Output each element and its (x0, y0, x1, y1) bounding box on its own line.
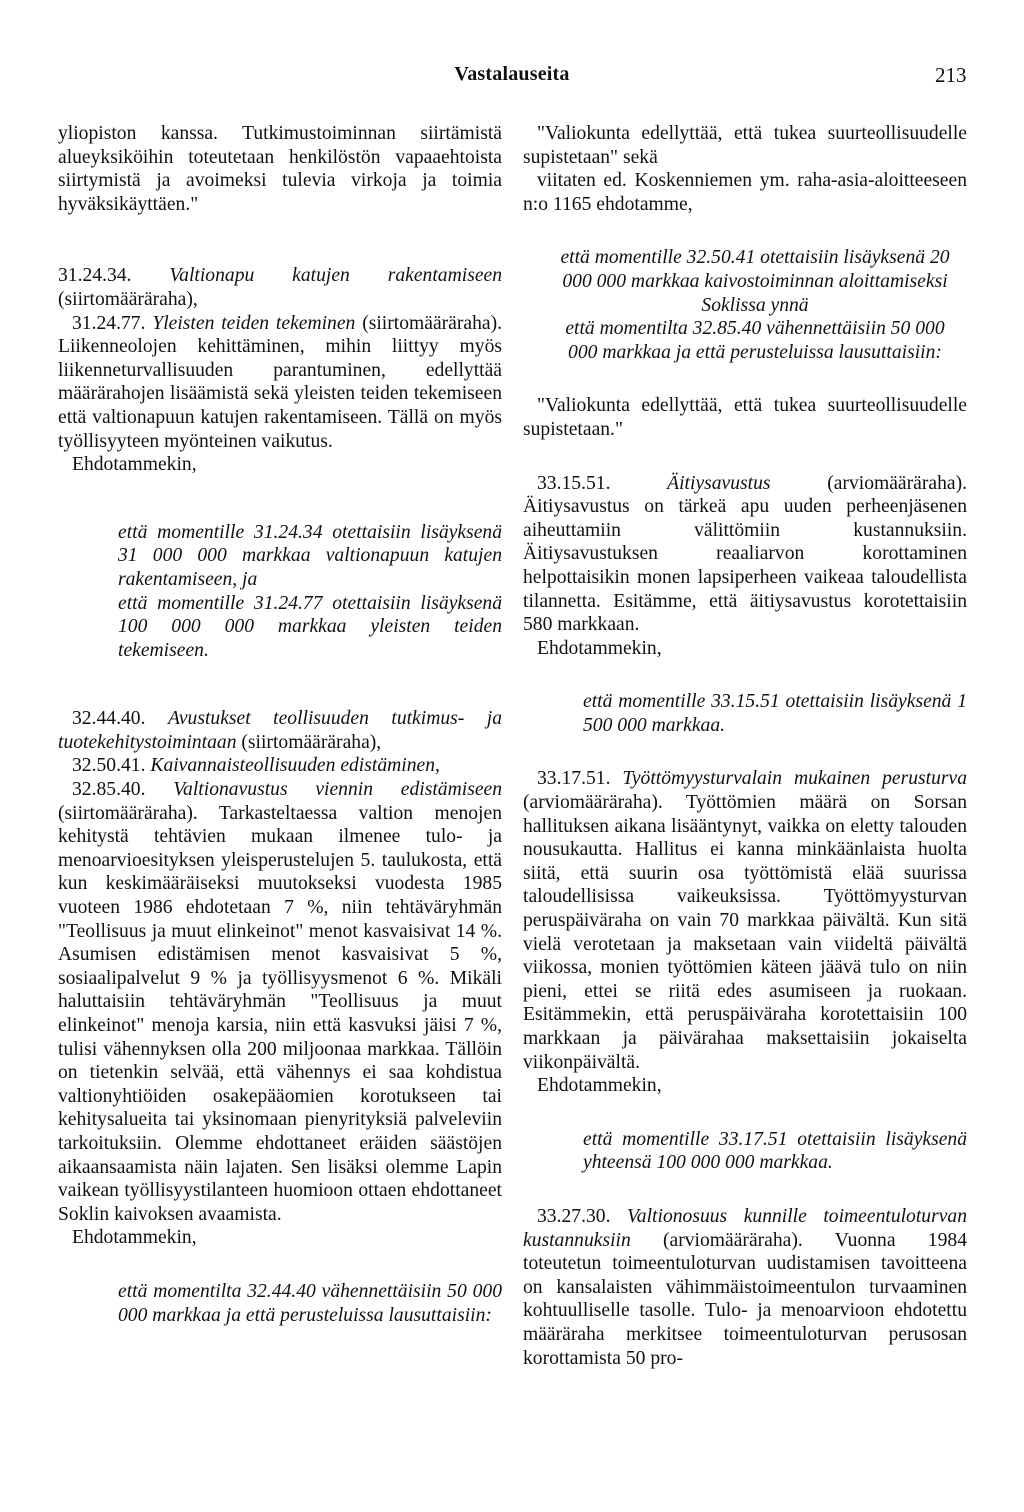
item-number: 32.85.40. (72, 779, 174, 801)
proposal-text: että momentilta 32.85.40 vähennettäisiin 50 000 000 markkaa ja että perusteluissa lausuttaisiin: (565, 318, 945, 363)
paragraph: yliopiston kanssa. Tutkimustoiminnan siirtämistä alueyksiköihin toteutetaan henkilöstön vapaaehtoista siirtymistä ja avoimeksi tulevia virkoja ja toimia hyväksikäyttäen." (58, 123, 502, 215)
quote: "Valiokunta edellyttää, että tukea suurteollisuudelle supistetaan" sekä (523, 123, 967, 168)
paragraph-33-17-51: 33.17.51. Työttömyysturvalain mukainen perusturva (arviomääräraha). Työttömien määrä on Sorsan hallituksen aikana lisääntynyt, vaikka on eletty talouden nousukautta. Hallitus ei kanna minkäänlaista huolta siitä, että suurin osa työttömistä elää suurissa taloudellisissa vaikeuksissa. Työttömyysturvan peruspäiväraha on vain 70 markkaa päivältä. Kun sitä vielä verotetaan ja maksetaan vain viideltä päivältä viikossa, monien työttömien käteen jäävä tulo on niin pieni, ettei se riitä edes asumiseen ja ruokaan. Esitämmekin, että peruspäiväraha korotettaisiin 100 markkaan ja päivärahaa maksettaisiin jokaiselta viikonpäivältä. (523, 768, 967, 1073)
paragraph-33-27-30: 33.27.30. Valtionosuus kunnille toimeentuloturvan kustannuksiin (arviomääräraha). Vuonna 1984 toteutetun toimeentuloturvan uudistamisen tavoitteena on kansalaisten vähimmäistoimeentulon turvaaminen kohtuulliselle tasolle. Tulo- ja menoarvioon ehdotettu määräraha merkitsee toimeentuloturvan perusosan korottamista 50 pro- (523, 1205, 968, 1369)
item-number: 33.27.30. (537, 1205, 628, 1227)
page-number: 213 (935, 63, 967, 87)
item-number: 32.50.41. (72, 755, 151, 777)
paragraph-32-50-41 (58, 754, 502, 778)
item-number: 31.24.77. (72, 312, 153, 334)
item-title: Työttömyysturvalain mukainen perusturva (622, 768, 967, 790)
paragraph: viitaten ed. Koskenniemen ym. raha-asia-aloitteeseen n:o 1165 ehdotamme, (523, 170, 967, 215)
proposal-intro: Ehdotammekin, (72, 1227, 197, 1249)
item-title: Valtionapu katujen rakentamiseen (169, 265, 503, 287)
running-header: Vastalauseita (454, 63, 570, 85)
proposal-text: että momentille 32.50.41 otettaisiin lisäyksenä 20 000 000 markkaa kaivostoiminnan aloittamiseksi Soklissa ynnä (560, 247, 950, 316)
paragraph-33-15-51: 33.15.51. Äitiysavustus (arviomääräraha). Äitiysavustus on tärkeä apu uuden perheenjäsenen aiheuttamiin välittömiin kustannuksiin. Äitiysavustuksen reaaliarvon korottaminen helpottaisikin monen lapsiperheen vaikeaa taloudellista tilannetta. Esitämme, että äitiysavustus korotettaisiin 580 markkaan. (523, 472, 967, 636)
paragraph-31-24-34: 31.24.34. Valtionapu katujen rakentamiseen (siirtomääräraha), (58, 265, 503, 310)
paragraph-32-44-40: 32.44.40. Avustukset teollisuuden tutkimus- ja tuotekehitystoimintaan (siirtomääräraha), (58, 708, 502, 753)
paragraph-31-24-77: 31.24.77. Yleisten teiden tekeminen (siirtomääräraha). Liikenneolojen kehittäminen, mihin liittyy myös liikenneturvallisuuden parantuminen, edellyttää määrärahojen lisäämistä sekä yleisten teiden tekemiseen että valtionapuun katujen rakentamiseen. Tällä on myös työllisyyteen myönteinen vaikutus. (58, 312, 502, 452)
proposal-text: että momentille 31.24.34 otettaisiin lisäyksenä 31 000 000 markkaa valtionapuun katujen rakentamiseen, ja (118, 521, 502, 590)
item-number: 32.44.40. (72, 708, 168, 730)
item-title: Avustukset teollisuuden tutkimus- ja tuotekehitystoimintaan (58, 708, 502, 753)
left-column (58, 122, 502, 1327)
item-title: Äitiysavustus (667, 472, 771, 494)
proposal-text: että momentilta 32.44.40 vähennettäisiin 50 000 000 markkaa ja että perusteluissa lausuttaisiin: (118, 1280, 502, 1326)
proposal-text: että momentille 33.17.51 otettaisiin lisäyksenä yhteensä 100 000 000 markkaa. (583, 1128, 967, 1174)
proposal-intro: Ehdotammekin, (537, 637, 662, 659)
item-number: 31.24.34. (58, 265, 170, 287)
right-column (523, 122, 967, 1370)
proposal-intro: Ehdotammekin, (72, 454, 197, 476)
paragraph-32-85-40: 32.85.40. Valtionavustus viennin edistämiseen (siirtomääräraha). Tarkasteltaessa valtion menojen kehitystä tehtävien mukaan ilmenee tulo- ja menoarvioesityksen yleisperustelujen 5. taulukosta, että kun keskimääräiseksi muutokseksi vuodesta 1985 vuoteen 1986 ehdotetaan 7 %, niin tehtäväryhmän "Teollisuus ja muut elinkeinot" menot kasvaisivat 14 %. Asumisen edistämisen menot kasvaisivat 5 %, sosiaalipalvelut 9 % ja työllisyysmenot 6 %. Mikäli haluttaisiin tehtäväryhmän "Teollisuus ja muut elinkeinot" menoja karsia, niin että kasvuksi jäisi 7 %, tulisi vähennyksen olla 200 miljoonaa markkaa. Tällöin on tietenkin selvää, että vähennys ei saa kohdistua valtionyhtiöiden osakepääomien korotukseen tai kehitysalueita tai yksinomaan pienyrityksiä palveleviin tarkoituksiin. Olemme ehdottaneet eräiden säästöjen aikaansaamista näin lajaten. Sen lisäksi olemme Lapin vaikean työllisyystilanteen huomioon ottaen ehdottaneet Soklin kaivoksen avaamista. (58, 779, 503, 1225)
item-title: Kaivannaisteollisuuden edistäminen, (150, 755, 440, 777)
item-title: Yleisten teiden tekeminen (152, 312, 356, 334)
quote: "Valiokunta edellyttää, että tukea suurteollisuudelle supistetaan." (523, 395, 967, 440)
item-number: 33.15.51. (537, 472, 668, 494)
proposal-text: että momentille 31.24.77 otettaisiin lisäyksenä 100 000 000 markkaa yleisten teiden tekemiseen. (118, 592, 502, 661)
item-number: 33.17.51. (537, 768, 623, 790)
item-title: Valtionosuus kunnille toimeentuloturvan kustannuksiin (523, 1205, 968, 1251)
proposal-intro: Ehdotammekin, (537, 1075, 662, 1097)
proposal-text: että momentille 33.15.51 otettaisiin lisäyksenä 1 500 000 markkaa. (583, 691, 967, 736)
item-title: Valtionavustus viennin edistämiseen (173, 779, 503, 801)
